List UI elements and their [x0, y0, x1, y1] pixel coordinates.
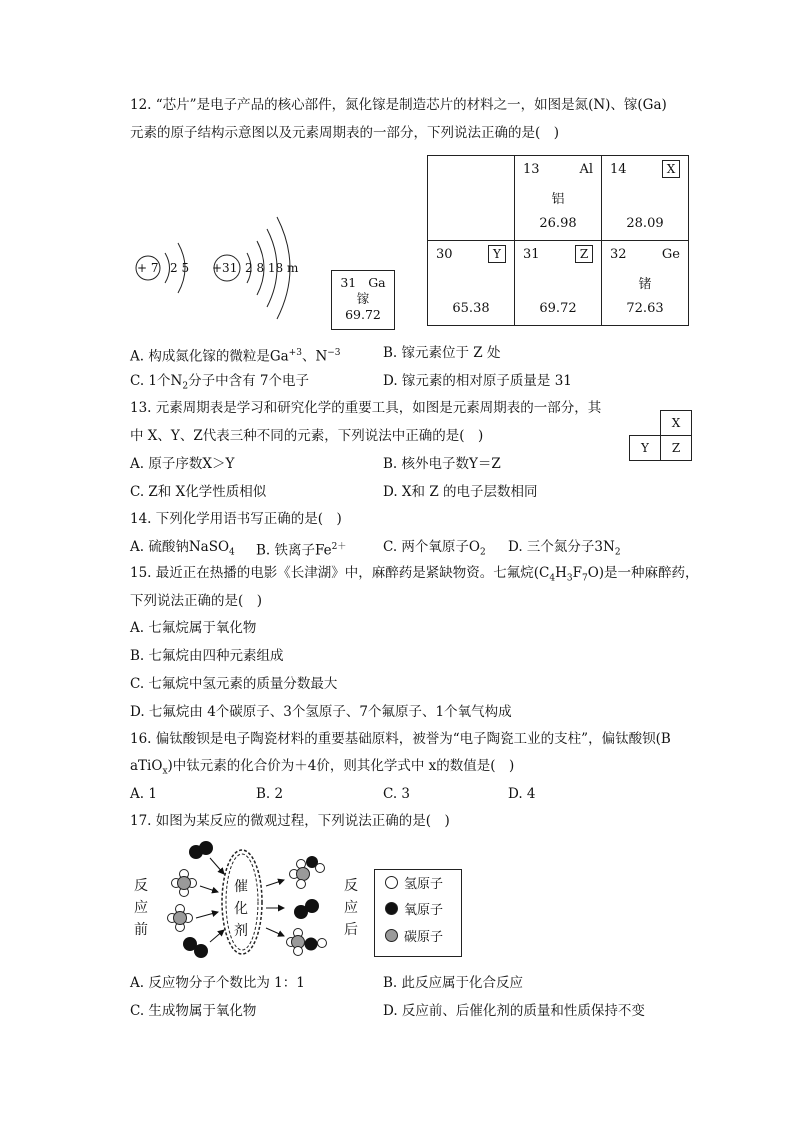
al-name: 铝: [551, 192, 565, 207]
q14-option-d[interactable]: [508, 538, 621, 562]
legend-oxygen-label: 氧原子: [404, 903, 444, 918]
q16-stem-line2: [130, 757, 514, 781]
oxygen-atom-icon: [385, 902, 398, 915]
carbon-atom-icon: [385, 929, 398, 942]
xyz-y: Y: [630, 436, 661, 461]
ge-mass: 72.63: [626, 301, 664, 316]
label-before-reaction: [134, 875, 148, 941]
al-mass: 26.98: [539, 216, 577, 231]
q16-option-d[interactable]: D. 4: [508, 786, 536, 802]
pt-cell-y: [428, 241, 515, 326]
legend-carbon-label: 碳原子: [404, 930, 444, 945]
before-char-1: 反: [134, 878, 148, 894]
ga-name: 镓: [356, 291, 370, 306]
q16-option-c[interactable]: C. 3: [383, 786, 411, 802]
q15-l1-text: 15. 最近正在热播的电影《长津湖》中，麻醉药是紧缺物资。七氟烷(C: [130, 565, 550, 581]
q16-option-a[interactable]: A. 1: [130, 786, 157, 802]
q13-option-c[interactable]: C. Z和 X化学性质相似: [130, 484, 267, 500]
legend-oxygen: [385, 902, 443, 920]
q14-d-text: D. 三个氮分子3N: [508, 539, 615, 555]
periodic-table-fragment: [427, 155, 689, 326]
nitrogen-electron-shells: 2 5: [170, 261, 190, 275]
q17-option-c[interactable]: C. 生成物属于氧化物: [130, 1003, 257, 1019]
q14-a-sub: 4: [229, 547, 235, 558]
q15-option-c[interactable]: C. 七氟烷中氢元素的质量分数最大: [130, 676, 338, 692]
pt-cell-z: [515, 241, 602, 326]
q15-stem-line2: 下列说法正确的是( ): [130, 593, 263, 609]
catalyst-char-2: 化: [234, 901, 248, 917]
q13-stem-line1: 13. 元素周期表是学习和研究化学的重要工具，如图是元素周期表的一部分，其: [130, 400, 602, 416]
atom-legend: [374, 869, 462, 957]
legend-hydrogen: [385, 876, 443, 894]
q14-option-c[interactable]: [383, 538, 486, 562]
q16-stem-line1: 16. 偏钛酸钡是电子陶瓷材料的重要基础原料，被誉为“电子陶瓷工业的支柱”，偏钛酸钡(B: [130, 731, 671, 747]
ge-symbol: Ge: [661, 247, 680, 262]
gallium-nucleus-charge: +31: [212, 261, 238, 275]
catalyst-char-3: 剂: [234, 923, 248, 939]
q12-c-sub: 2: [182, 381, 189, 392]
q12-stem-line1: 12. “芯片”是电子产品的核心部件，氮化镓是制造芯片的材料之一，如图是氮(N)、镓(Ga): [130, 97, 667, 113]
z-number: 31: [523, 247, 540, 262]
label-catalyst: [234, 876, 248, 942]
q13-option-a[interactable]: A. 原子序数X＞Y: [130, 456, 235, 472]
q13-option-b[interactable]: B. 核外电子数Y＝Z: [383, 456, 501, 472]
x-symbol-box: X: [662, 160, 680, 178]
z-mass: 69.72: [539, 301, 577, 316]
q12-c-text: C. 1个N: [130, 373, 183, 389]
pt-cell-al: [515, 156, 602, 241]
q17-stem: 17. 如图为某反应的微观过程，下列说法正确的是( ): [130, 813, 450, 829]
q13-option-d[interactable]: D. X和 Z 的电子层数相同: [383, 484, 538, 500]
q17-option-d[interactable]: D. 反应前、后催化剂的质量和性质保持不变: [383, 1003, 645, 1019]
q17-option-b[interactable]: B. 此反应属于化合反应: [383, 975, 524, 991]
q12-a-text: A. 构成氮化镓的微粒是Ga: [130, 348, 289, 365]
before-char-3: 前: [134, 922, 148, 938]
q14-a-text: A. 硫酸钠NaSO: [130, 539, 230, 555]
q15-option-d[interactable]: D. 七氟烷由 4个碳原子、3个氢原子、7个氟原子、1个氧气构成: [130, 704, 512, 720]
al-number: 13: [523, 162, 540, 177]
legend-hydrogen-label: 氢原子: [404, 877, 444, 892]
q15-option-a[interactable]: A. 七氟烷属于氧化物: [130, 620, 257, 636]
q15-option-b[interactable]: B. 七氟烷由四种元素组成: [130, 648, 284, 664]
q12-option-b[interactable]: B. 镓元素位于 Z 处: [383, 345, 501, 361]
y-symbol-box: Y: [488, 245, 506, 263]
legend-carbon: [385, 929, 443, 947]
q16-option-b[interactable]: B. 2: [256, 786, 284, 802]
pt-empty-cell: [428, 156, 515, 241]
after-char-3: 后: [344, 922, 358, 938]
q17-option-a[interactable]: A. 反应物分子个数比为 1：1: [130, 975, 305, 991]
q14-b-sup: 2＋: [331, 542, 347, 552]
q15-f5: 7: [581, 573, 588, 584]
q15-f3: 3: [566, 573, 573, 584]
q12-option-d[interactable]: D. 镓元素的相对原子质量是 31: [383, 373, 572, 389]
q12-c-end: 分子中含有 7个电子: [188, 373, 309, 389]
q15-f1: 4: [549, 573, 556, 584]
q14-c-text: C. 两个氧原子O: [383, 539, 480, 555]
gallium-electron-shells: 2 8 18 m: [245, 261, 299, 275]
ge-name: 锗: [638, 277, 652, 292]
gallium-element-card: [331, 270, 395, 330]
q15-f2: H: [555, 565, 567, 581]
q14-b-text: B. 铁离子Fe: [256, 542, 332, 559]
z-symbol-box: Z: [575, 245, 593, 263]
catalyst-char-1: 催: [234, 879, 248, 895]
reaction-micro-diagram: [160, 838, 340, 966]
x-number: 14: [610, 162, 627, 177]
after-char-2: 应: [344, 900, 358, 916]
pt-cell-ge: [602, 241, 689, 326]
label-after-reaction: [344, 875, 358, 941]
pt-cell-x: [602, 156, 689, 241]
y-number: 30: [436, 247, 453, 262]
q15-f6: O)是一种麻醉药，: [587, 565, 699, 581]
ge-number: 32: [610, 247, 627, 262]
q12-option-c[interactable]: [130, 372, 309, 396]
ga-symbol: Ga: [368, 275, 386, 290]
xyz-empty: [630, 411, 661, 436]
q15-stem-line1: [130, 564, 699, 588]
after-char-1: 反: [344, 878, 358, 894]
before-char-2: 应: [134, 900, 148, 916]
q13-stem-line2: 中 X、Y、Z代表三种不同的元素，下列说法中正确的是( ): [130, 428, 484, 444]
q12-stem-line2: 元素的原子结构示意图以及元素周期表的一部分，下列说法正确的是( ): [130, 125, 560, 141]
al-symbol: Al: [579, 162, 593, 177]
q12-option-a[interactable]: [130, 344, 341, 366]
q12-a-sup1: +3: [288, 348, 302, 358]
q12-a-mid: 、N: [301, 348, 328, 365]
q14-stem: 14. 下列化学用语书写正确的是( ): [130, 511, 342, 527]
y-mass: 65.38: [452, 301, 490, 316]
hydrogen-atom-icon: [385, 876, 398, 889]
q14-option-a[interactable]: [130, 538, 235, 562]
q15-f4: F: [572, 565, 582, 581]
q16-l2-end: )中钛元素的化合价为＋4价，则其化学式中 x的数值是( ): [167, 758, 515, 774]
q12-a-sup2: −3: [327, 348, 341, 358]
xyz-z: Z: [661, 436, 692, 461]
nitrogen-nucleus-charge: + 7: [137, 261, 159, 275]
x-mass: 28.09: [626, 216, 664, 231]
q14-option-b[interactable]: [256, 538, 346, 560]
xyz-grid: [629, 410, 692, 461]
q14-d-sub: 2: [614, 547, 621, 558]
q16-l2-sub: x: [162, 766, 168, 777]
ga-atomic-number: 31: [340, 275, 357, 290]
q16-l2-text: aTiO: [130, 758, 163, 774]
q14-c-sub: 2: [480, 547, 486, 558]
xyz-x: X: [661, 411, 692, 436]
ga-mass: 69.72: [345, 307, 381, 322]
